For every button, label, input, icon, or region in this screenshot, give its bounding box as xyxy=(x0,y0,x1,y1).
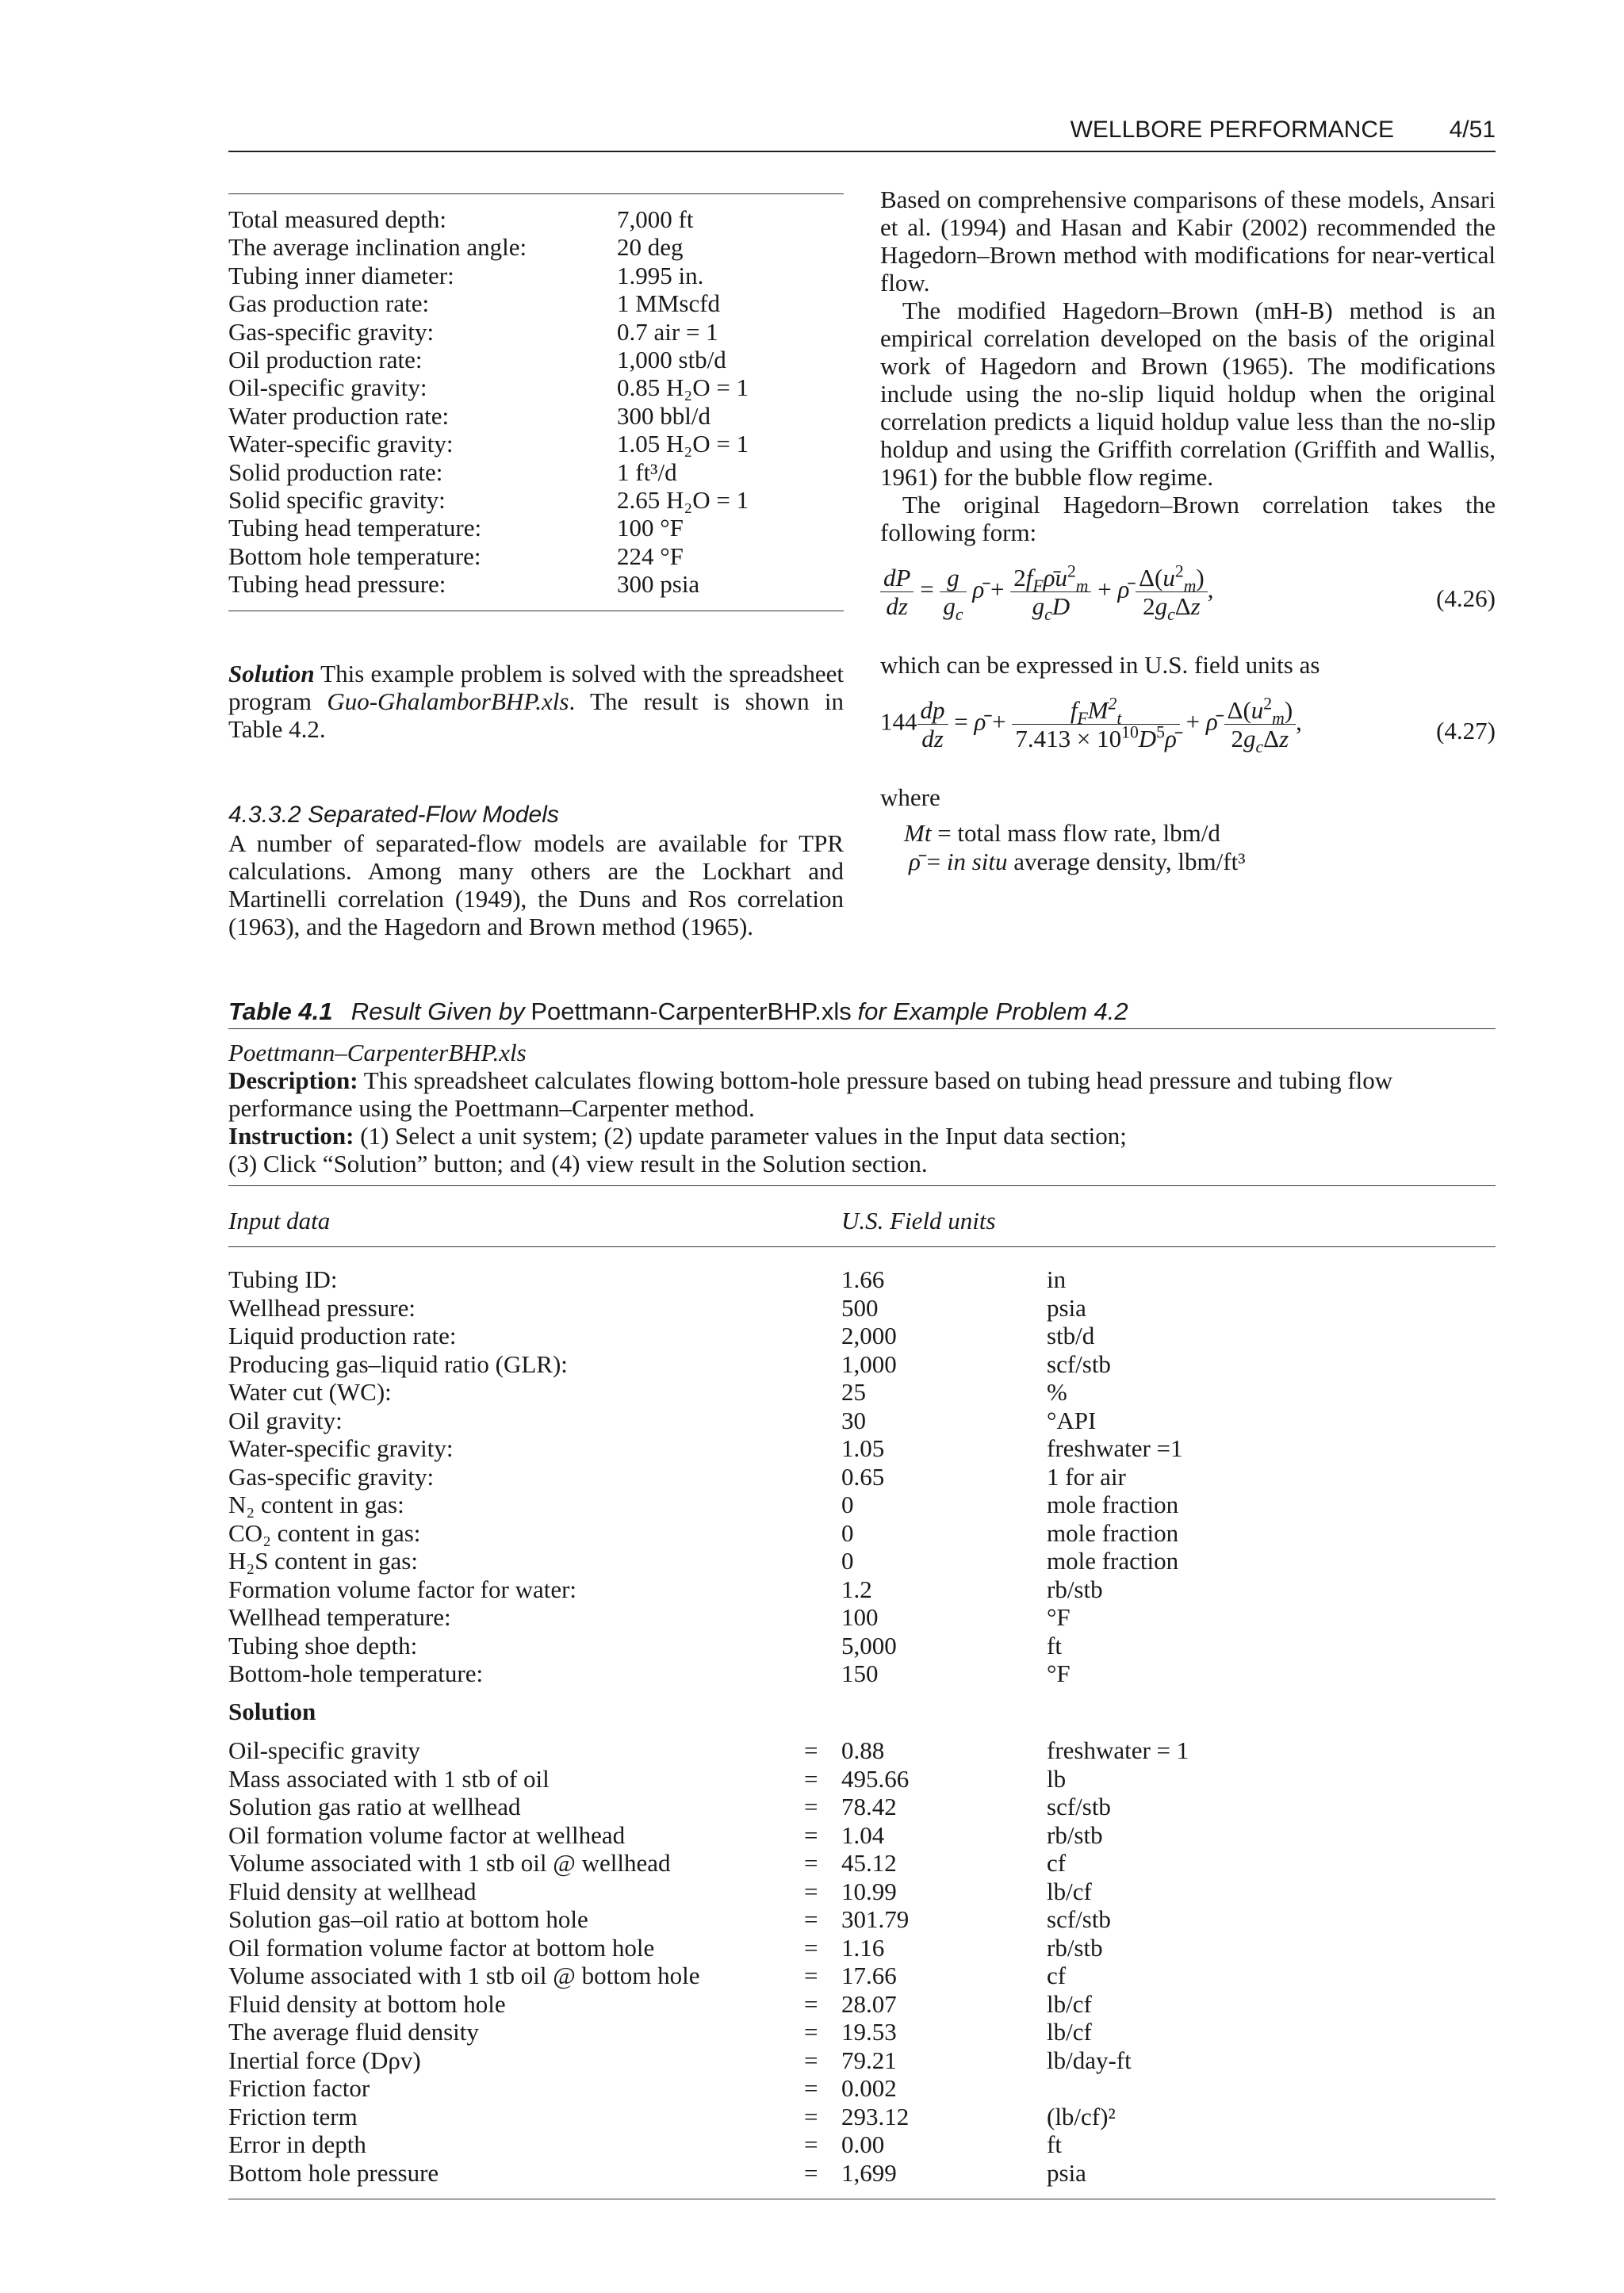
row-value: 1.2 xyxy=(841,1575,872,1603)
row-value: 10.99 xyxy=(841,1877,897,1905)
row-equals: = xyxy=(804,2018,818,2046)
row-value: 150 xyxy=(841,1659,879,1687)
row-value: 28.07 xyxy=(841,1989,897,2018)
given-value: 1 ft³/d xyxy=(617,457,677,486)
row-equals: = xyxy=(804,1877,818,1905)
table-row xyxy=(228,1793,1496,1821)
right-paragraph-3: The original Hagedorn–Brown correlation takes the following form: xyxy=(880,491,1496,546)
row-label: Mass associated with 1 stb of oil xyxy=(228,1764,550,1793)
table-row xyxy=(228,1736,1496,1765)
given-value: 224 °F xyxy=(617,542,684,570)
row-label: Bottom-hole temperature: xyxy=(228,1659,484,1687)
where-item-rho: ρ̄ = in situ average density, lbm/ft³ xyxy=(909,848,1246,875)
row-equals: = xyxy=(804,1793,818,1820)
given-value: 300 bbl/d xyxy=(617,401,710,430)
table-row xyxy=(228,1265,1496,1294)
table-row xyxy=(228,1659,1496,1688)
row-label: Solution gas ratio at wellhead xyxy=(228,1793,521,1820)
row-label: Oil-specific gravity xyxy=(228,1736,420,1764)
row-unit: (lb/cf)² xyxy=(1047,2102,1116,2130)
running-title: WELLBORE PERFORMANCE xyxy=(1070,117,1394,143)
equation-4-27-body: 144 $\frac{dp}{dz}$ = ρ̄ + $\frac{f_FM^2_t}{7.413 \times 10^{10}D^5\rhō}$ + ρ̄ $\frac{\Delta(u^2_m)}{2g_c\Delta z}$ , xyxy=(880,694,1302,757)
row-unit: stb/d xyxy=(1047,1322,1095,1349)
spreadsheet-filename: Poettmann–CarpenterBHP.xls xyxy=(228,1039,527,1066)
row-value: 0 xyxy=(841,1491,854,1518)
table-row xyxy=(228,1519,1496,1548)
description-line: Description: This spreadsheet calculates flowing bottom-hole pressure based on tubing head pressure and tubing flow performance using the Poettmann–Carpenter method. xyxy=(228,1066,1393,1122)
table-row xyxy=(228,1990,1496,2019)
row-unit: rb/stb xyxy=(1047,1820,1103,1849)
given-value: 7,000 ft xyxy=(617,205,694,233)
row-value: 0.65 xyxy=(841,1462,885,1491)
given-label: Bottom hole temperature: xyxy=(228,542,481,570)
given-value: 100 °F xyxy=(617,514,684,542)
where-list xyxy=(880,819,1496,876)
table-row xyxy=(228,1378,1496,1407)
row-equals: = xyxy=(804,1933,818,1962)
given-value: 1.05 H₂O = 1 xyxy=(617,430,749,458)
row-unit: lb xyxy=(1047,1764,1067,1793)
caption-text-b: for Example Problem 4.2 xyxy=(857,997,1128,1025)
table-row xyxy=(228,2074,1496,2103)
instruction-line: Instruction: (1) Select a unit system; (2) update parameter values in the Input data section; xyxy=(228,1122,1127,1150)
row-unit: cf xyxy=(1047,1849,1067,1877)
table-row xyxy=(228,1491,1496,1519)
col-input-data: Input data xyxy=(228,1207,331,1235)
row-unit: mole fraction xyxy=(1047,1491,1179,1518)
row-value: 100 xyxy=(841,1603,879,1631)
row-label: Friction term xyxy=(228,2102,358,2130)
row-value: 0 xyxy=(841,1518,854,1547)
given-value: 1.995 in. xyxy=(617,261,704,289)
row-unit: psia xyxy=(1047,1293,1086,1322)
given-row xyxy=(228,514,844,542)
table-row xyxy=(228,1603,1496,1632)
row-unit: freshwater =1 xyxy=(1047,1434,1183,1462)
where-label: where xyxy=(880,783,940,811)
row-value: 45.12 xyxy=(841,1849,897,1877)
given-value: 20 deg xyxy=(617,233,684,262)
row-unit: cf xyxy=(1047,1962,1067,1989)
row-value: 1.16 xyxy=(841,1933,885,1962)
col-field-units: U.S. Field units xyxy=(841,1207,996,1235)
row-unit: ft xyxy=(1047,1631,1062,1659)
table-row xyxy=(228,1962,1496,1990)
row-label: N₂ content in gas: xyxy=(228,1491,404,1518)
table-row xyxy=(228,1547,1496,1575)
row-unit: psia xyxy=(1047,2158,1086,2187)
row-label: Formation volume factor for water: xyxy=(228,1575,577,1603)
solution-text-1: This example problem is solved with the spreadsheet program xyxy=(228,660,844,715)
table-header-rule xyxy=(228,1246,1496,1247)
row-unit: 1 for air xyxy=(1047,1462,1126,1491)
page-header xyxy=(228,116,1496,152)
row-label: Solution gas–oil ratio at bottom hole xyxy=(228,1905,588,1933)
table-row xyxy=(228,2046,1496,2075)
row-unit: lb/cf xyxy=(1047,1989,1092,2018)
section-heading: 4.3.3.2 Separated-Flow Models xyxy=(228,802,559,828)
caption-number: Table 4.1 xyxy=(228,997,333,1025)
table-row xyxy=(228,2018,1496,2046)
table-4-1-caption xyxy=(228,997,1496,1029)
table-row xyxy=(228,1322,1496,1350)
given-value: 1,000 stb/d xyxy=(617,345,726,373)
row-label: Oil formation volume factor at bottom hole xyxy=(228,1933,655,1962)
row-value: 0.002 xyxy=(841,2074,897,2102)
given-label: The average inclination angle: xyxy=(228,233,527,262)
right-column xyxy=(880,186,1496,876)
row-equals: = xyxy=(804,2158,818,2187)
given-value: 2.65 H₂O = 1 xyxy=(617,485,749,514)
table-row xyxy=(228,1294,1496,1323)
caption-file: Poettmann-CarpenterBHP.xls xyxy=(530,997,852,1025)
row-value: 0.88 xyxy=(841,1736,885,1764)
given-data-table xyxy=(228,193,844,611)
row-value: 17.66 xyxy=(841,1962,897,1989)
table-row xyxy=(228,1463,1496,1491)
table-row xyxy=(228,1575,1496,1604)
solution-file: Guo-GhalamborBHP.xls xyxy=(327,687,569,715)
row-value: 30 xyxy=(841,1406,866,1434)
row-value: 0.00 xyxy=(841,2130,885,2158)
table-row xyxy=(228,1821,1496,1850)
row-equals: = xyxy=(804,1849,818,1877)
table-row xyxy=(228,1632,1496,1660)
row-unit: lb/day-ft xyxy=(1047,2046,1132,2074)
given-row xyxy=(228,570,844,598)
given-row xyxy=(228,289,844,317)
instruction-line-2: (3) Click “Solution” button; and (4) view result in the Solution section. xyxy=(228,1150,928,1177)
row-unit: scf/stb xyxy=(1047,1905,1111,1933)
row-equals: = xyxy=(804,2102,818,2130)
row-unit: mole fraction xyxy=(1047,1518,1179,1547)
given-row xyxy=(228,402,844,430)
table-row xyxy=(228,1934,1496,1962)
row-label: Water cut (WC): xyxy=(228,1378,392,1406)
row-label: The average fluid density xyxy=(228,2018,479,2046)
row-unit: lb/cf xyxy=(1047,1877,1092,1905)
given-label: Water-specific gravity: xyxy=(228,430,454,458)
row-value: 2,000 xyxy=(841,1322,897,1349)
row-equals: = xyxy=(804,1820,818,1849)
row-label: Oil formation volume factor at wellhead xyxy=(228,1820,626,1849)
row-unit: °API xyxy=(1047,1406,1097,1434)
table-row xyxy=(228,1849,1496,1878)
row-unit: lb/cf xyxy=(1047,2018,1092,2046)
given-row xyxy=(228,542,844,570)
row-equals: = xyxy=(804,2046,818,2074)
given-value: 300 psia xyxy=(617,570,700,599)
row-equals: = xyxy=(804,2074,818,2102)
row-unit: °F xyxy=(1047,1659,1071,1687)
caption-text-a: Result Given by xyxy=(350,997,525,1025)
given-label: Solid production rate: xyxy=(228,457,443,486)
table-row xyxy=(228,2159,1496,2188)
section-paragraph: A number of separated-flow models are available for TPR calculations. Among many others are the Lockhart and Martinelli correlation (1949), the Duns and Ros correlation (1963), and the Hagedorn and Brown method (1965). xyxy=(228,829,844,940)
row-label: Gas-specific gravity: xyxy=(228,1462,435,1491)
row-label: Bottom hole pressure xyxy=(228,2158,439,2187)
given-label: Solid specific gravity: xyxy=(228,485,446,514)
row-unit: scf/stb xyxy=(1047,1349,1111,1378)
row-value: 78.42 xyxy=(841,1793,897,1820)
table-row xyxy=(228,2103,1496,2131)
row-value: 25 xyxy=(841,1378,866,1406)
solution-text-2: . The result is shown in Table 4.2. xyxy=(228,687,844,743)
equation-4-27 xyxy=(880,696,1496,768)
where-item-mt: Mt = total mass flow rate, lbm/d xyxy=(904,819,1220,847)
given-row xyxy=(228,346,844,373)
given-label: Gas-specific gravity: xyxy=(228,317,435,346)
row-label: Tubing shoe depth: xyxy=(228,1631,418,1659)
table-row xyxy=(228,1407,1496,1435)
table-row xyxy=(228,1765,1496,1793)
row-unit: freshwater = 1 xyxy=(1047,1736,1189,1764)
right-paragraph-1: Based on comprehensive comparisons of these models, Ansari et al. (1994) and Hasan and Kabir (2002) recommended the Hagedorn–Brown method with modifications for near-vertical flow. xyxy=(880,186,1496,297)
given-row xyxy=(228,458,844,486)
row-label: Volume associated with 1 stb oil @ bottom hole xyxy=(228,1962,700,1989)
given-label: Gas production rate: xyxy=(228,289,430,318)
row-label: CO₂ content in gas: xyxy=(228,1518,421,1547)
row-label: Wellhead temperature: xyxy=(228,1603,451,1631)
row-unit: rb/stb xyxy=(1047,1575,1103,1603)
right-paragraph-2: The modified Hagedorn–Brown (mH-B) method is an empirical correlation developed on the basis of the original work of Hagedorn and Brown (1965). The modifications include using the no-slip liquid holdup when the original correlation predicts a liquid holdup value less than the no-slip holdup and using the Griffith correlation (Griffith and Wallis, 1961) for the bubble flow regime. xyxy=(880,297,1496,491)
table-row xyxy=(228,1434,1496,1463)
given-label: Total measured depth: xyxy=(228,205,447,233)
row-value: 301.79 xyxy=(841,1905,910,1933)
row-value: 0 xyxy=(841,1547,854,1575)
row-value: 1.66 xyxy=(841,1265,885,1293)
row-value: 1.05 xyxy=(841,1434,885,1462)
row-label: Friction factor xyxy=(228,2074,370,2102)
row-label: Fluid density at bottom hole xyxy=(228,1989,506,2018)
row-value: 79.21 xyxy=(841,2046,897,2074)
given-row xyxy=(228,205,844,233)
row-value: 1,699 xyxy=(841,2158,897,2187)
row-value: 500 xyxy=(841,1293,879,1322)
given-label: Oil-specific gravity: xyxy=(228,373,427,402)
row-unit: ft xyxy=(1047,2130,1062,2158)
equation-4-26-body: $\frac{dP}{dz}$ = $\frac{g}{g_c}$ ρ̄ + $\frac{2f_F\rhōu^2_m}{g_cD}$ + ρ̄ $\frac{\Delta(u^2_m)}{2g_c\Delta z}$ , xyxy=(880,564,1213,620)
row-equals: = xyxy=(804,1764,818,1793)
table-4-1-description xyxy=(228,1039,1496,1177)
row-unit: rb/stb xyxy=(1047,1933,1103,1962)
equation-4-26-number: (4.26) xyxy=(1436,584,1496,612)
solution-rows xyxy=(228,1736,1496,2187)
table-row xyxy=(228,2130,1496,2159)
row-equals: = xyxy=(804,1962,818,1989)
row-label: Volume associated with 1 stb oil @ wellhead xyxy=(228,1849,671,1877)
row-label: H₂S content in gas: xyxy=(228,1547,418,1575)
given-row xyxy=(228,318,844,346)
equation-4-27-number: (4.27) xyxy=(1436,717,1496,745)
row-equals: = xyxy=(804,1905,818,1933)
row-label: Liquid production rate: xyxy=(228,1322,457,1349)
given-row xyxy=(228,262,844,289)
row-unit: scf/stb xyxy=(1047,1793,1111,1820)
input-data-rows xyxy=(228,1265,1496,1688)
row-value: 5,000 xyxy=(841,1631,897,1659)
row-value: 293.12 xyxy=(841,2102,910,2130)
solution-paragraph xyxy=(228,660,844,743)
given-value: 0.7 air = 1 xyxy=(617,317,718,346)
given-value: 0.85 H₂O = 1 xyxy=(617,373,749,402)
row-equals: = xyxy=(804,1736,818,1764)
given-label: Tubing inner diameter: xyxy=(228,261,454,289)
row-equals: = xyxy=(804,1989,818,2018)
row-unit: °F xyxy=(1047,1603,1071,1631)
row-value: 1,000 xyxy=(841,1349,897,1378)
given-row xyxy=(228,486,844,514)
page-number: 4/51 xyxy=(1449,117,1496,143)
given-row xyxy=(228,233,844,261)
row-equals: = xyxy=(804,2130,818,2158)
equation-4-26 xyxy=(880,561,1496,635)
row-label: Wellhead pressure: xyxy=(228,1293,416,1322)
row-label: Producing gas–liquid ratio (GLR): xyxy=(228,1349,568,1378)
row-value: 19.53 xyxy=(841,2018,897,2046)
solution-heading: Solution xyxy=(228,1698,316,1725)
given-label: Oil production rate: xyxy=(228,345,423,373)
row-unit: % xyxy=(1047,1378,1067,1406)
row-label: Oil gravity: xyxy=(228,1406,343,1434)
table-top-rule xyxy=(228,1185,1496,1186)
solution-lead: Solution xyxy=(228,660,315,687)
right-paragraph-4: which can be expressed in U.S. field units as xyxy=(880,651,1320,679)
given-row xyxy=(228,373,844,401)
table-row xyxy=(228,1878,1496,1906)
row-unit: mole fraction xyxy=(1047,1547,1179,1575)
given-value: 1 MMscfd xyxy=(617,289,721,318)
row-unit: in xyxy=(1047,1265,1067,1293)
table-row xyxy=(228,1350,1496,1379)
row-label: Water-specific gravity: xyxy=(228,1434,454,1462)
row-value: 495.66 xyxy=(841,1764,910,1793)
row-label: Tubing ID: xyxy=(228,1265,338,1293)
row-value: 1.04 xyxy=(841,1820,885,1849)
row-label: Inertial force (Dρv) xyxy=(228,2046,421,2074)
table-row xyxy=(228,1905,1496,1934)
row-label: Fluid density at wellhead xyxy=(228,1877,477,1905)
given-label: Water production rate: xyxy=(228,401,450,430)
row-label: Error in depth xyxy=(228,2130,366,2158)
given-label: Tubing head pressure: xyxy=(228,570,446,599)
given-row xyxy=(228,430,844,457)
given-label: Tubing head temperature: xyxy=(228,514,482,542)
